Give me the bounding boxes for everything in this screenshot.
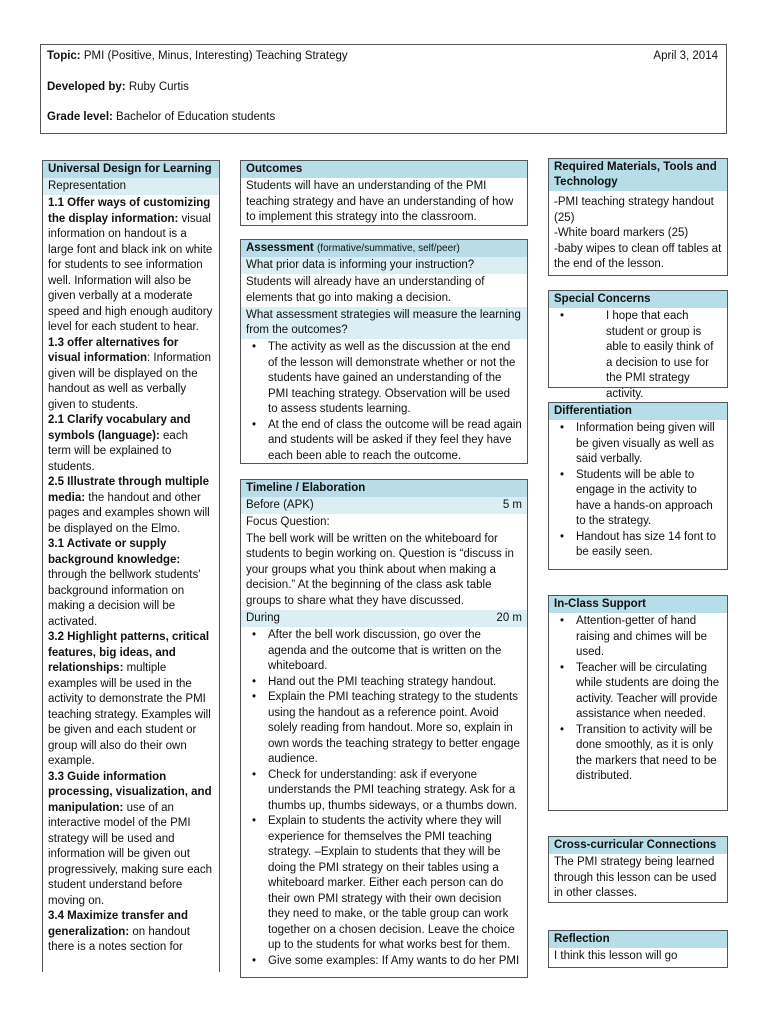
udl-panel xyxy=(42,160,220,972)
cross-curricular-title: Cross-curricular Connections xyxy=(549,837,727,854)
udl-item-text: multiple examples will be used in the activity to demonstrate the PMI teaching strategy. Examples will be given and each student or group will also do their own example. xyxy=(48,662,211,767)
topic-line xyxy=(47,49,348,65)
outcomes-text: Students will have an understanding of the PMI teaching strategy and have an understanding of how to implement this strategy into the classroom. xyxy=(246,180,514,223)
udl-item-heading: 1.3 offer alternatives for visual information xyxy=(48,336,179,364)
udl-item-heading: 1.1 Offer ways of customizing the display information: xyxy=(48,197,211,225)
lesson-date: April 3, 2014 xyxy=(653,50,718,62)
timeline-title: Timeline / Elaboration xyxy=(241,480,527,497)
topic-value: PMI (Positive, Minus, Interesting) Teaching Strategy xyxy=(83,50,348,62)
assessment-panel xyxy=(240,239,528,464)
lesson-header xyxy=(40,44,727,134)
outcomes-title: Outcomes xyxy=(241,161,527,178)
reflection-title: Reflection xyxy=(549,931,727,948)
udl-item-text: : Information given will be displayed on the handout as well as verbally given to students. xyxy=(48,352,211,411)
assessment-question-2: What assessment strategies will measure the learning from the outcomes? xyxy=(241,307,527,339)
concerns-title: Special Concerns xyxy=(549,291,727,308)
materials-text: -PMI teaching strategy handout (25) -White board markers (25) -baby wipes to clean off tables at the end of the lesson. xyxy=(554,196,722,270)
topic-label: Topic: xyxy=(47,50,81,62)
grade-label: Grade level: xyxy=(47,111,113,123)
list-item: • I hope that each student or group is able to easily think of a decision to use for the PMI strategy activity. xyxy=(554,309,722,402)
list-item: • Information being given will be given visually as well as said verbally. xyxy=(554,421,722,468)
list-item: • Students will be able to engage in the activity to have a hands-on approach to the strategy. xyxy=(554,468,722,530)
udl-item-heading: 3.3 Guide information processing, visualization, and manipulation: xyxy=(48,770,212,814)
during-time: 20 m xyxy=(496,612,522,624)
udl-item-heading: 3.1 Activate or supply background knowledge: xyxy=(48,538,181,566)
developer-label: Developed by: xyxy=(47,81,126,93)
udl-item xyxy=(48,196,214,336)
differentiation-bullets xyxy=(549,420,727,562)
outcomes-panel xyxy=(240,160,528,226)
materials-title: Required Materials, Tools and Technology xyxy=(549,159,727,191)
udl-item xyxy=(48,413,214,475)
assessment-answer-1: Students will already have an understanding of elements that go into making a decision. xyxy=(246,276,485,304)
support-title: In-Class Support xyxy=(549,596,727,613)
before-time: 5 m xyxy=(502,499,522,511)
list-item: • Handout has size 14 font to be easily seen. xyxy=(554,530,722,561)
udl-item xyxy=(48,770,214,910)
udl-item-heading: 3.4 Maximize transfer and generalization: xyxy=(48,910,188,938)
udl-title: Universal Design for Learning xyxy=(43,161,219,178)
cross-curricular-panel xyxy=(548,836,728,903)
reflection-text: I think this lesson will go xyxy=(554,950,678,962)
udl-item-text: use of an interactive model of the PMI strategy will be used and information will be given out progressively, making sure each student understand before moving on. xyxy=(48,801,213,907)
list-item: • After the bell work discussion, go over the agenda and the outcome that is written on the whiteboard. xyxy=(246,628,522,675)
assessment-title xyxy=(241,240,527,257)
grade-value: Bachelor of Education students xyxy=(116,111,276,123)
list-item: • Attention-getter of hand raising and chimes will be used. xyxy=(554,614,722,661)
support-bullets xyxy=(549,613,727,786)
concerns-bullets xyxy=(549,308,727,403)
udl-item xyxy=(48,475,214,537)
udl-subtitle: Representation xyxy=(43,178,219,195)
differentiation-title: Differentiation xyxy=(549,403,727,420)
timeline-panel xyxy=(240,479,528,978)
list-item: • At the end of class the outcome will be read again and students will be asked if they feel they have each been able to reach the outcome. xyxy=(246,418,522,465)
udl-item xyxy=(48,630,214,770)
list-item: • Teacher will be circulating while students are doing the activity. Teacher will provide assistance when needed. xyxy=(554,661,722,723)
materials-panel xyxy=(548,158,728,276)
assessment-title-note: (formative/summative, self/peer) xyxy=(316,243,460,254)
assessment-title-text: Assessment xyxy=(246,242,314,254)
udl-item-heading: 3.2 Highlight patterns, critical features, big ideas, and relationships: xyxy=(48,631,210,674)
udl-item-text: through the bellwork students' background information on making a decision will be activated. xyxy=(48,569,201,628)
during-label: During xyxy=(246,612,280,624)
list-item: • Transition to activity will be done smoothly, as it is only the markers that need to be distributed. xyxy=(554,723,722,785)
list-item: • Check for understanding: ask if everyone understands the PMI teaching strategy. Ask for a thumbs up, thumbs sideways, or a thumbs down. xyxy=(246,768,522,815)
udl-item xyxy=(48,537,214,630)
udl-item xyxy=(48,336,214,414)
udl-item-text: on handout there is a notes section for xyxy=(48,925,190,953)
list-item: • Explain to students the activity where they will experience for themselves the PMI teaching strategy. –Explain to students that they will be doing the PMI strategy on their tables using a whiteboard marker. Either each person can do their own PMI strategy with their own decision they need to make, or the table group can work together on a chosen decision. Leave the choice up to the students for what works best for them. xyxy=(246,814,522,954)
concerns-panel xyxy=(548,290,728,400)
list-item: • Give some examples: If Amy wants to do her PMI xyxy=(246,954,522,970)
assessment-question-1: What prior data is informing your instruction? xyxy=(241,257,527,274)
support-panel xyxy=(548,595,728,811)
udl-item-text: each term will be explained to students. xyxy=(48,429,188,473)
udl-item-heading: 2.1 Clarify vocabulary and symbols (language): xyxy=(48,414,191,442)
during-row xyxy=(241,610,527,627)
before-label: Before (APK) xyxy=(246,499,314,511)
udl-item-text: the handout and other pages and examples shown will be displayed on the Elmo. xyxy=(48,491,210,535)
assessment-bullets xyxy=(241,339,527,465)
list-item: • Hand out the PMI teaching strategy handout. xyxy=(246,675,522,691)
list-item: • The activity as well as the discussion at the end of the lesson will demonstrate whether or not the students have gained an understanding of the PMI teaching strategy. Observation will be used to assess students learning. xyxy=(246,340,522,418)
developer-line xyxy=(47,80,189,96)
udl-item-text: visual information on handout is a large font and black ink on white for students to see information well. Information will also be given verbally at a moderate speed and high enough auditory level for each student to hear. xyxy=(48,212,213,333)
udl-item-heading: 2.5 Illustrate through multiple media: xyxy=(48,476,210,504)
differentiation-panel xyxy=(548,402,728,570)
developer-value: Ruby Curtis xyxy=(128,81,189,93)
before-row xyxy=(241,497,527,514)
focus-question-label: Focus Question: xyxy=(246,516,330,528)
focus-question-text: The bell work will be written on the whiteboard for students to begin working on. Question is “discuss in your groups what you think about when making a decision.” At the beginning of the class ask table groups to share what they have discussed. xyxy=(246,532,514,607)
udl-list xyxy=(43,195,219,957)
grade-line xyxy=(47,110,275,126)
reflection-panel xyxy=(548,930,728,968)
udl-item xyxy=(48,909,214,956)
list-item: • Explain the PMI teaching strategy to the students using the handout as a reference point. Avoid solely reading from handout. More so, explain in own words the teaching strategy to better engage audience. xyxy=(246,690,522,768)
cross-curricular-text: The PMI strategy being learned through this lesson can be used in other classes. xyxy=(554,856,717,899)
during-bullets xyxy=(241,627,527,970)
